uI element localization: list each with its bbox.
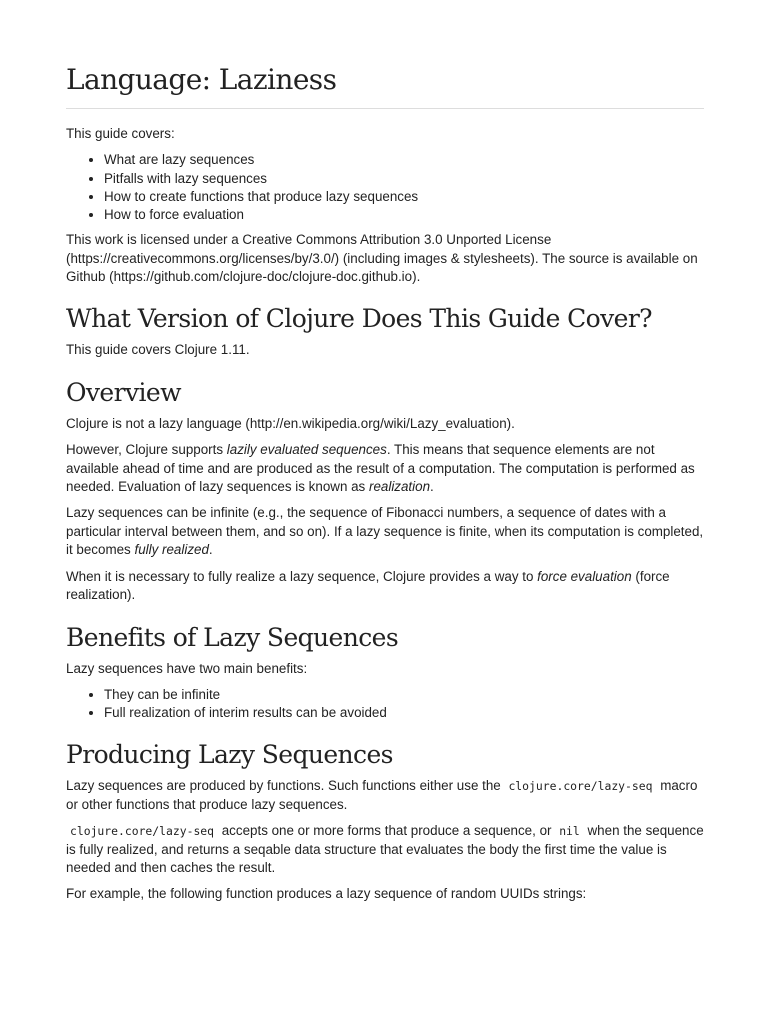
producing-heading: Producing Lazy Sequences xyxy=(66,740,393,770)
benefits-heading: Benefits of Lazy Sequences xyxy=(66,622,399,652)
document-page xyxy=(66,0,704,912)
list-item: • How to create functions that produce lazy sequences xyxy=(104,188,704,206)
version-heading: What Version of Clojure Does This Guide Cover? xyxy=(66,304,652,334)
list-item: • What are lazy sequences xyxy=(104,151,704,169)
inline-code: clojure.core/lazy-seq xyxy=(508,779,653,794)
benefits-list xyxy=(66,686,704,722)
version-text: This guide covers Clojure 1.11. xyxy=(66,342,250,358)
overview-heading: Overview xyxy=(66,377,181,407)
list-item: • They can be infinite xyxy=(104,686,704,704)
inline-code: nil xyxy=(559,824,580,839)
overview-paragraph-3: Lazy sequences can be infinite (e.g., the sequence of Fibonacci numbers, a sequence of dates with a particular interval between them, and so on). If a lazy sequence is finite, when its computation is completed, it becomes fully realized. xyxy=(66,505,704,558)
producing-paragraph-3: For example, the following function produces a lazy sequence of random UUIDs strings: xyxy=(66,886,587,902)
page-title: Language: Laziness xyxy=(66,0,704,109)
overview-paragraph-2: However, Clojure supports lazily evaluated sequences. This means that sequence elements are not available ahead of time and are produced as the result of a computation. The computation is performed as needed. Evaluation of lazy sequences is known as realization. xyxy=(66,442,695,495)
producing-paragraph-1: Lazy sequences are produced by functions. Such functions either use the clojure.core/lazy-seq macro or other functions that produce lazy sequences. xyxy=(66,778,698,812)
license-text: This work is licensed under a Creative Commons Attribution 3.0 Unported License (https://creativecommons.org/licenses/by/3.0/) (including images & stylesheets). The source is available on Github (https://github.com/clojure-doc/clojure-doc.github.io). xyxy=(66,232,698,285)
list-item: • Full realization of interim results can be avoided xyxy=(104,704,704,722)
overview-paragraph-1: Clojure is not a lazy language (http://en.wikipedia.org/wiki/Lazy_evaluation). xyxy=(66,415,515,431)
intro-list xyxy=(66,151,704,224)
list-item: • Pitfalls with lazy sequences xyxy=(104,170,704,188)
intro-covers-label: This guide covers: xyxy=(66,126,175,141)
list-item: • How to force evaluation xyxy=(104,206,704,224)
overview-paragraph-4: When it is necessary to fully realize a lazy sequence, Clojure provides a way to force evaluation (force realization). xyxy=(66,568,670,603)
benefits-intro: Lazy sequences have two main benefits: xyxy=(66,660,308,676)
producing-paragraph-2: clojure.core/lazy-seq accepts one or more forms that produce a sequence, or nil when the sequence is fully realized, and returns a seqable data structure that evaluates the body the first time the value is needed and then caches the result. xyxy=(66,823,704,875)
inline-code: clojure.core/lazy-seq xyxy=(70,824,215,839)
